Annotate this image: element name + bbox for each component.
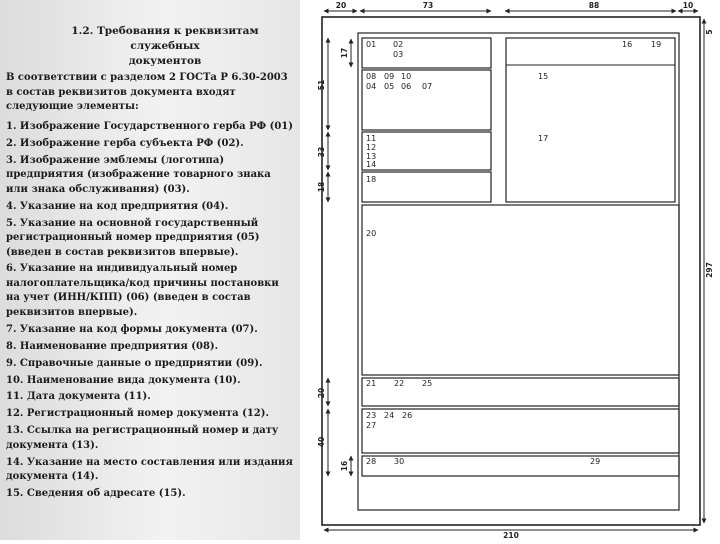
zone-label: 10 [401,72,412,81]
requisites-list [6,120,294,504]
dim-label-width: 210 [503,531,519,540]
zone-label: 16 [622,40,633,49]
zone-label: 26 [402,411,413,420]
zone-label: 14 [366,160,377,169]
list-item: 1. Изображение Государственного герба РФ (01) [6,121,293,132]
list-item: 4. Указание на код предприятия (04). [6,200,229,212]
zone-appendix-signature [362,378,679,406]
sheet-outline [322,17,700,525]
requirements-text-panel [0,0,300,540]
zone-text [362,205,679,375]
dim-label-top-left: 20 [335,1,347,10]
zone-coats-of-arms [362,38,491,68]
section-title [40,24,290,69]
list-item: 11. Дата документа (11). [6,391,151,403]
list-item: 15. Сведения об адресате (15). [6,487,186,499]
zone-label: 03 [393,50,404,59]
dim-label-top-right: 88 [588,1,600,10]
zone-label: 09 [384,72,395,81]
dim-label-16: 16 [340,460,349,472]
list-item: 7. Указание на код формы документа (07). [6,323,258,335]
list-item: 10. Наименование вида документа (10). [6,374,241,386]
zone-resolution [362,172,491,202]
list-item: 3. Изображение эмблемы (логотипа) предприятия (изображение товарного знака или знака обслуживания) (03). [6,154,271,195]
dim-label-top-mid: 73 [422,1,434,10]
zone-organization-data [362,70,491,130]
zone-label: 17 [538,134,549,143]
list-item: 9. Справочные данные о предприятии (09). [6,357,263,369]
form-layout-panel [300,0,720,540]
zone-label: 08 [366,72,377,81]
zone-label: 21 [366,379,377,388]
list-item: 12. Регистрационный номер документа (12). [6,408,269,420]
zone-label: 30 [394,457,405,466]
zone-label: 20 [366,229,377,238]
zone-label: 24 [384,411,395,420]
section-title-line2: документов [128,55,202,67]
list-item: 8. Наименование предприятия (08). [6,340,219,352]
dim-label-18: 18 [317,181,326,193]
zone-label: 13 [366,152,377,161]
zone-label: 27 [366,421,377,430]
zone-label: 11 [366,134,377,143]
intro-paragraph: В соответствии с разделом 2 ГОСТа Р 6.30-2003 в состав реквизитов документа входят следующие элементы: [6,72,288,112]
form-layout-diagram [300,0,720,540]
zone-label: 12 [366,143,377,152]
zone-label: 28 [366,457,377,466]
zone-addressee [506,38,675,202]
zone-label: 29 [590,457,601,466]
zone-label: 22 [394,379,405,388]
zone-label: 15 [538,72,549,81]
list-item: 5. Указание на основной государственный регистрационный номер предприятия (05) (введен в состав реквизитов впервые). [6,217,260,258]
dim-label-right-top: 5 [705,29,714,35]
zone-label: 06 [401,82,412,91]
zone-label: 18 [366,175,377,184]
zone-label: 25 [422,379,433,388]
zone-label: 23 [366,411,377,420]
zone-label: 07 [422,82,433,91]
section-title-line1: 1.2. Требования к реквизитам служебных [71,25,259,52]
list-item: 6. Указание на индивидуальный номер налогоплательщика/код причины постановки на учет (ИНН/КПП) (06) (введен в состав реквизитов впервые). [6,263,279,318]
dim-label-20: 20 [317,387,326,399]
zone-label: 02 [393,40,404,49]
zone-label: 19 [651,40,662,49]
list-item: 14. Указание на место составления или издания документа (14). [6,456,293,483]
dim-label-height: 297 [705,262,714,278]
list-item: 2. Изображение герба субъекта РФ (02). [6,137,244,149]
dim-label-33: 33 [317,146,326,158]
zone-label: 05 [384,82,395,91]
dim-label-51: 51 [317,79,326,91]
zone-document-date [362,132,491,170]
dim-label-40: 40 [317,436,326,448]
margin-frame [358,33,679,510]
list-item: 13. Ссылка на регистрационный номер и дату документа (13). [6,425,279,451]
zone-label: 01 [366,40,377,49]
dim-label-top-edge: 10 [682,1,694,10]
zone-performer [362,456,679,476]
zone-label: 04 [366,82,377,91]
dim-label-17: 17 [340,47,349,59]
